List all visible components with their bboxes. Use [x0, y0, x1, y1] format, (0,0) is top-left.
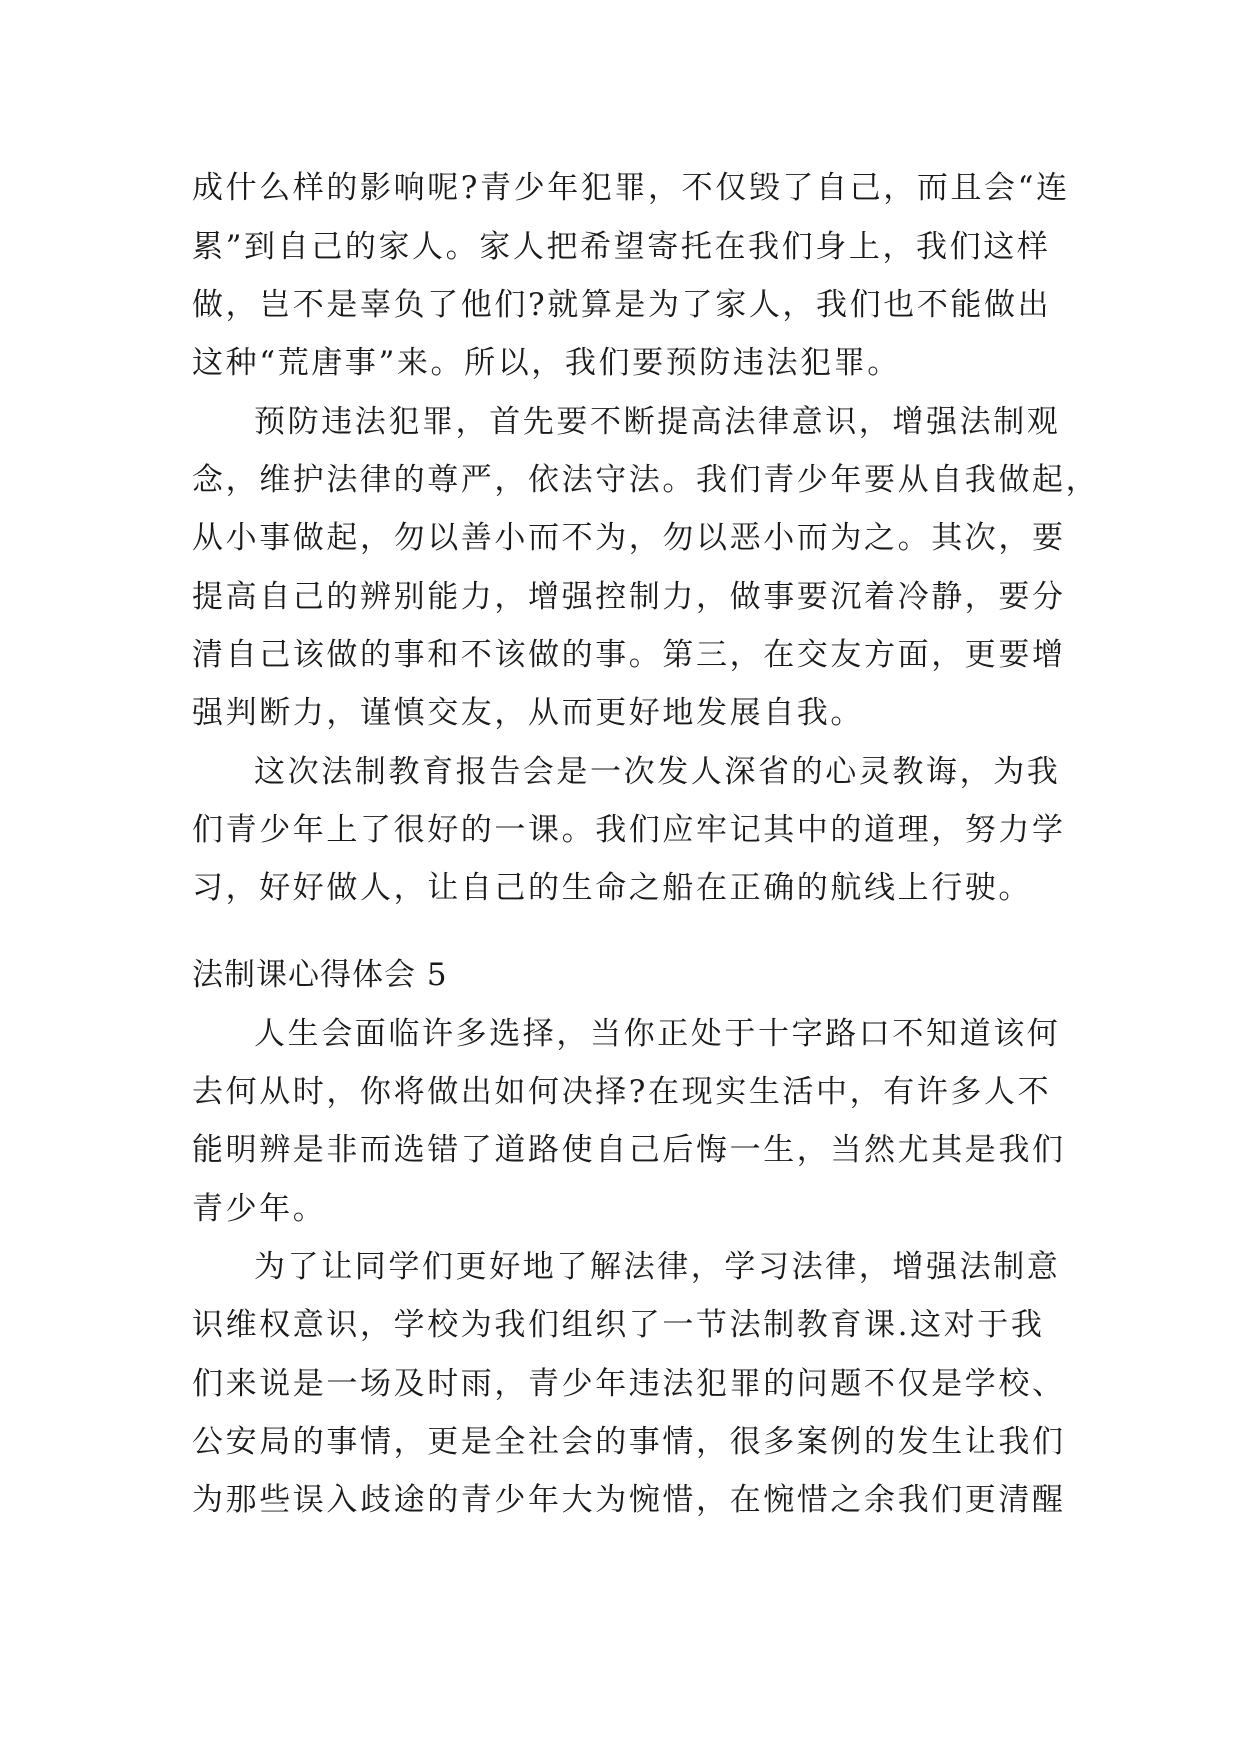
text-line: 去何从时，你将做出如何决择?在现实生活中，有许多人不	[192, 1074, 1052, 1110]
text-line: 念，维护法律的尊严，依法守法。我们青少年要从自我做起，	[192, 462, 1100, 498]
text-line: 这次法制教育报告会是一次发人深省的心灵教诲，为我	[254, 754, 1061, 790]
text-line: 能明辨是非而选错了道路使自己后悔一生，当然尤其是我们	[192, 1132, 1066, 1168]
text-line: 们青少年上了很好的一课。我们应牢记其中的道理，努力学	[192, 812, 1066, 848]
text-line: 这种“荒唐事”来。所以，我们要预防违法犯罪。	[192, 345, 901, 381]
text-line: 公安局的事情，更是全社会的事情，很多案例的发生让我们	[192, 1424, 1066, 1460]
text-line: 从小事做起，勿以善小而不为，勿以恶小而为之。其次，要	[192, 520, 1066, 556]
text-line: 人生会面临许多选择，当你正处于十字路口不知道该何	[254, 1016, 1061, 1052]
text-line: 累”到自己的家人。家人把希望寄托在我们身上，我们这样	[192, 229, 1051, 265]
text-line: 为了让同学们更好地了解法律，学习法律，增强法制意	[254, 1249, 1061, 1285]
text-line: 成什么样的影响呢?青少年犯罪，不仅毁了自己，而且会“连	[192, 170, 1070, 206]
text-line: 习，好好做人，让自己的生命之船在正确的航线上行驶。	[192, 870, 1032, 906]
text-line: 预防违法犯罪，首先要不断提高法律意识，增强法制观	[254, 404, 1061, 440]
text-line: 清自己该做的事和不该做的事。第三，在交友方面，更要增	[192, 637, 1066, 673]
section-heading: 法制课心得体会 5	[192, 957, 448, 993]
text-line: 们来说是一场及时雨，青少年违法犯罪的问题不仅是学校、	[192, 1366, 1066, 1402]
text-line: 做，岂不是辜负了他们?就算是为了家人，我们也不能做出	[192, 287, 1052, 323]
text-line: 识维权意识，学校为我们组织了一节法制教育课.这对于我	[192, 1307, 1045, 1343]
text-line: 提高自己的辨别能力，增强控制力，做事要沉着冷静，要分	[192, 579, 1066, 615]
text-line: 为那些误入歧途的青少年大为惋惜，在惋惜之余我们更清醒	[192, 1482, 1066, 1518]
text-line: 青少年。	[192, 1191, 327, 1227]
text-line: 强判断力，谨慎交友，从而更好地发展自我。	[192, 695, 864, 731]
